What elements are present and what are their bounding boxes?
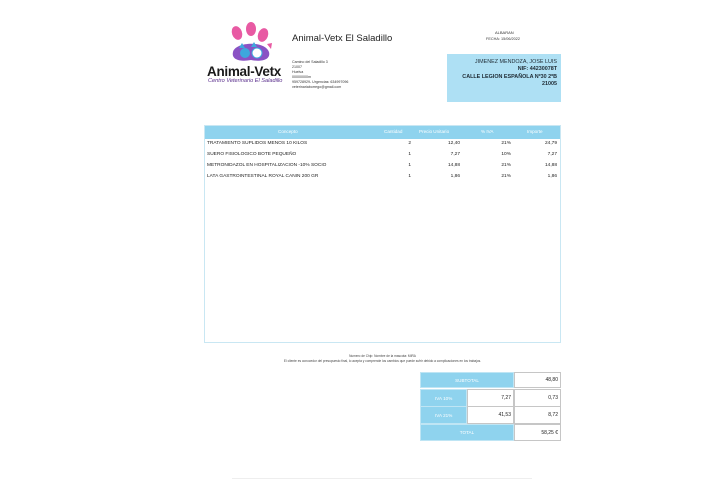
client-box bbox=[447, 54, 561, 102]
header-concepto: Concepto bbox=[278, 129, 298, 134]
row-precio: 14,88 bbox=[447, 163, 460, 168]
iva21-label: IVA 21% bbox=[420, 406, 467, 424]
row-precio: 1,86 bbox=[450, 174, 460, 179]
row-importe: 24,79 bbox=[544, 141, 557, 146]
items-table-header bbox=[205, 126, 560, 139]
row-concepto: TRATAMIENTO SUPLIDOS MENOS 10 KILOS bbox=[207, 141, 308, 146]
iva21-base: 41,53 bbox=[467, 406, 514, 424]
row-iva: 21% bbox=[501, 174, 511, 179]
client-name: JIMENEZ MENDOZA, JOSE LUIS bbox=[474, 59, 557, 65]
table-row bbox=[205, 152, 560, 162]
row-importe: 7,27 bbox=[547, 152, 557, 157]
document-type: ALBARAN bbox=[495, 30, 514, 35]
header-precio: Precio Unitario bbox=[419, 129, 450, 134]
logo-text: Animal-Vetx bbox=[207, 64, 281, 79]
company-cif: 00000000m bbox=[292, 75, 311, 79]
row-cantidad: 1 bbox=[408, 174, 411, 179]
bottom-divider bbox=[232, 478, 532, 479]
row-concepto: SUERO FISIOLOGICO BOTE PEQUEÑO bbox=[207, 152, 297, 157]
iva21-amount: 8,72 bbox=[514, 406, 561, 424]
row-concepto: METRONIDAZOL EN HOSPITALIZACION -10% SOCIO bbox=[207, 163, 327, 168]
row-iva: 10% bbox=[501, 152, 511, 157]
disclaimer: El cliente es conocedor del presupuesto final, lo acepta y comprende los cambios que puede sufrir debido a complicaciones en los trabajos. bbox=[283, 358, 482, 363]
company-info bbox=[292, 60, 348, 90]
total-label: TOTAL bbox=[420, 424, 514, 441]
document-date: FECHA: 15/06/2022 bbox=[486, 37, 520, 41]
total-value: 58,25 € bbox=[514, 424, 561, 441]
row-cantidad: 2 bbox=[408, 141, 411, 146]
client-address: CALLE LEGION ESPAÑOLA Nº30 2ºB bbox=[462, 73, 557, 80]
row-iva: 21% bbox=[501, 163, 511, 168]
row-precio: 12,40 bbox=[447, 141, 460, 146]
company-name: Animal-Vetx El Saladillo bbox=[292, 33, 393, 44]
logo-subtitle: Centro Veterinario El Saladillo bbox=[208, 78, 283, 84]
footer-notes bbox=[204, 354, 561, 363]
row-iva: 21% bbox=[501, 141, 511, 146]
table-row bbox=[205, 174, 560, 184]
iva10-base: 7,27 bbox=[467, 389, 514, 407]
row-importe: 14,88 bbox=[544, 163, 557, 168]
company-email: veterinariaborrego@gmail.com bbox=[292, 85, 342, 89]
header-importe: Importe bbox=[527, 129, 543, 134]
table-row bbox=[205, 163, 560, 173]
iva10-label: IVA 10% bbox=[420, 389, 467, 407]
iva10-amount: 0,73 bbox=[514, 389, 561, 407]
company-phone: 959728929- Urgencias: 634997096 bbox=[292, 80, 349, 84]
company-city: Huelva bbox=[292, 70, 304, 74]
row-importe: 1,86 bbox=[547, 174, 557, 179]
company-address: Camino del Saladillo 3 bbox=[292, 60, 328, 64]
header-iva: % IVA bbox=[481, 129, 494, 134]
subtotal-value: 48,80 bbox=[514, 372, 561, 388]
header-cantidad: Cantidad bbox=[384, 129, 403, 134]
subtotal-label: SUBTOTAL bbox=[420, 372, 514, 388]
row-concepto: LATA GASTROINTESTINAL ROYAL CANIN 200 GR bbox=[207, 174, 319, 179]
pet-info: Numero de Chip: Nombre de la mascota: MIRA bbox=[349, 354, 416, 358]
company-postal: 21007 bbox=[292, 65, 302, 69]
row-cantidad: 1 bbox=[408, 152, 411, 157]
table-row bbox=[205, 141, 560, 151]
row-precio: 7,27 bbox=[450, 152, 460, 157]
row-cantidad: 1 bbox=[408, 163, 411, 168]
items-table bbox=[204, 125, 561, 343]
client-nif: NIF: 44230078T bbox=[517, 66, 557, 73]
client-postal: 21005 bbox=[542, 81, 557, 88]
